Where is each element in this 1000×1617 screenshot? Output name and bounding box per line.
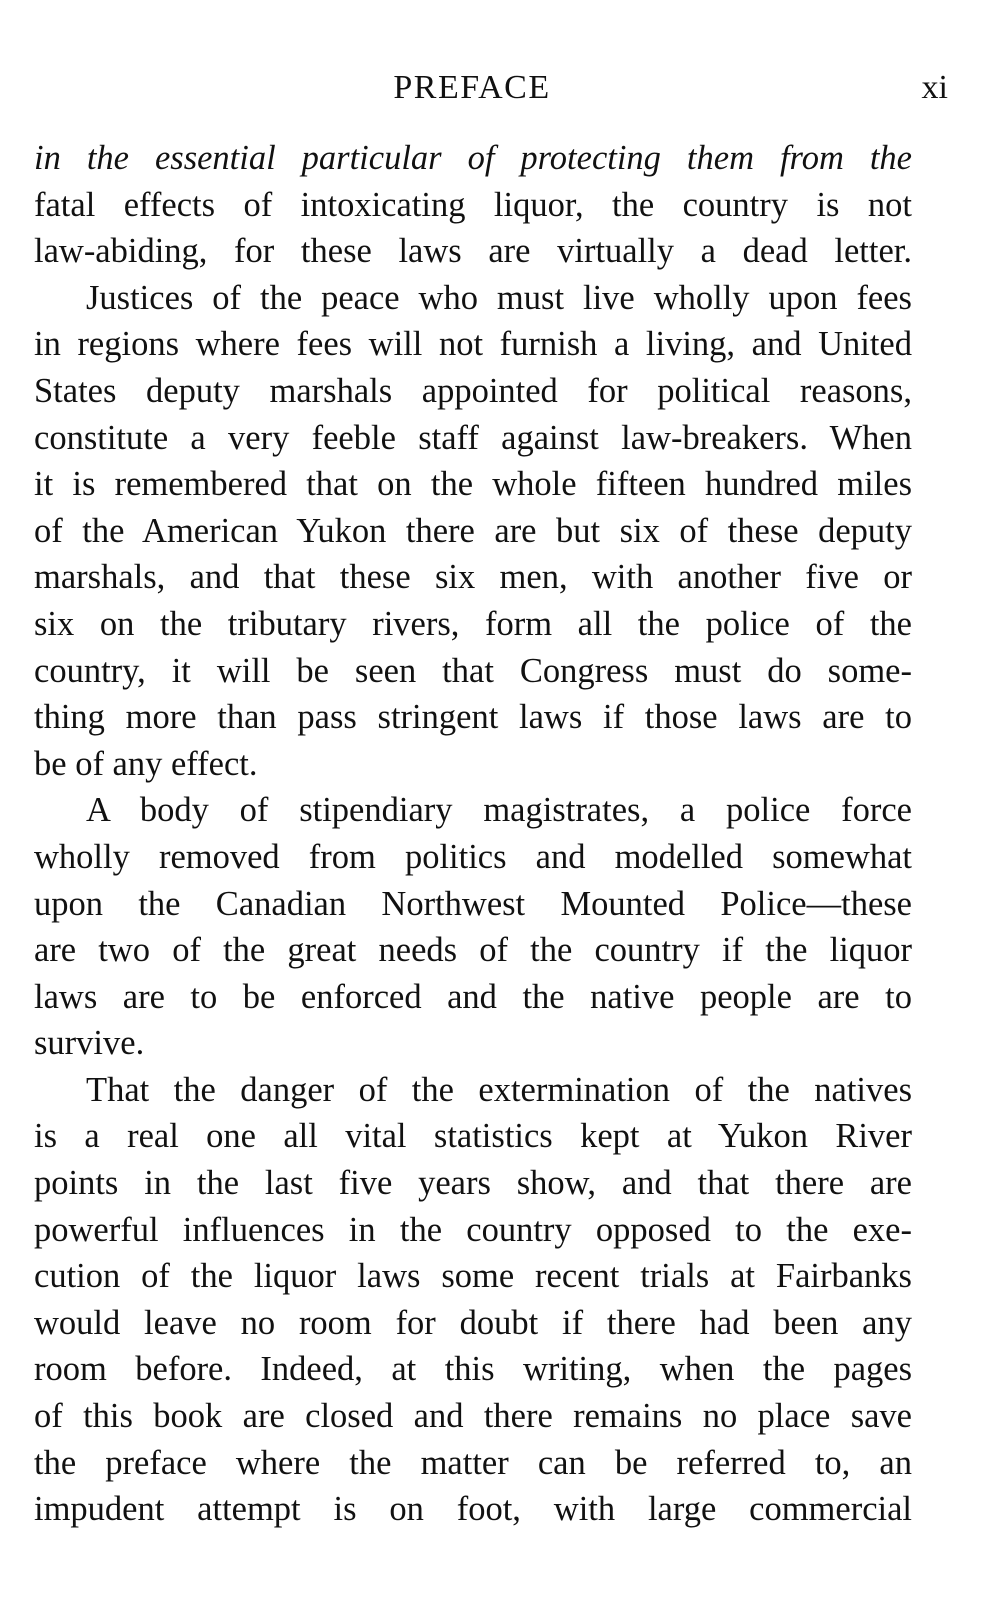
text-line: the preface where the matter can be referred to, an — [34, 1443, 912, 1482]
text-line: constitute a very feeble staff against law-breakers. When — [34, 418, 912, 457]
text-line: six on the tributary rivers, form all the police of the — [34, 604, 912, 643]
text-line: of the American Yukon there are but six of these deputy — [34, 511, 912, 550]
text-line: room before. Indeed, at this writing, when the pages — [34, 1350, 912, 1389]
text-line: it is remembered that on the whole fifteen hundred miles — [34, 465, 912, 504]
text-line: Justices of the peace who must live wholly upon fees — [86, 278, 912, 317]
text-line: wholly removed from politics and modelled somewhat — [34, 837, 912, 876]
text-line: are two of the great needs of the country if the liquor — [34, 931, 912, 970]
text-line: laws are to be enforced and the native people are to — [34, 977, 912, 1016]
text-line: in regions where fees will not furnish a living, and United — [34, 325, 912, 364]
body-text — [34, 135, 912, 1533]
text-line: fatal effects of intoxicating liquor, the country is not — [34, 185, 912, 224]
text-line: in the essential particular of protecting them from the — [34, 139, 912, 177]
text-line: country, it will be seen that Congress must do some- — [34, 651, 912, 690]
text-line: upon the Canadian Northwest Mounted Police—these — [34, 884, 912, 923]
text-line: That the danger of the extermination of the natives — [86, 1070, 912, 1109]
text-line: marshals, and that these six men, with another five or — [34, 558, 912, 597]
text-line: points in the last five years show, and that there are — [34, 1164, 912, 1203]
text-line: thing more than pass stringent laws if those laws are to — [34, 698, 912, 737]
text-line: survive. — [34, 1024, 145, 1063]
text-line: powerful influences in the country opposed to the exe- — [34, 1210, 912, 1249]
text-line: cution of the liquor laws some recent trials at Fairbanks — [34, 1257, 912, 1296]
text-line: of this book are closed and there remains no place save — [34, 1397, 912, 1436]
text-line: law-abiding, for these laws are virtually a dead letter. — [34, 232, 912, 271]
text-line: A body of stipendiary magistrates, a police force — [86, 791, 912, 830]
page-number: xi — [921, 69, 948, 106]
running-title: PREFACE — [393, 69, 551, 106]
text-line: would leave no room for doubt if there had been any — [34, 1303, 912, 1342]
text-line: impudent attempt is on foot, with large commercial — [34, 1490, 912, 1529]
text-line: is a real one all vital statistics kept at Yukon River — [34, 1117, 912, 1156]
running-head — [0, 66, 1000, 110]
text-line: be of any effect. — [34, 744, 258, 783]
text-line: States deputy marshals appointed for political reasons, — [34, 371, 912, 410]
